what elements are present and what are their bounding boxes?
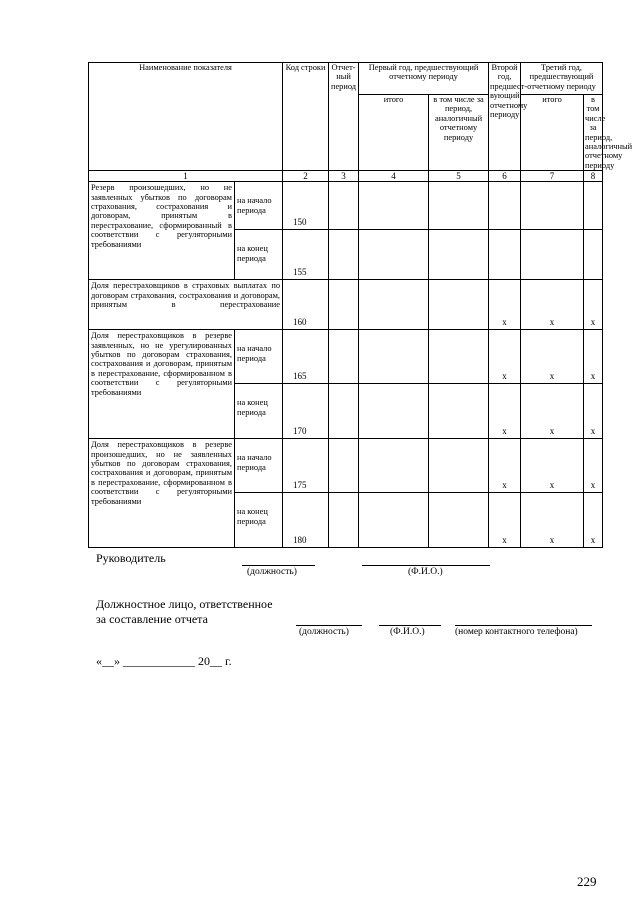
date-line: «__» ____________ 20__ г. xyxy=(96,654,232,668)
header-first-incl: в том числе за период, аналогичный отчетному периоду xyxy=(429,95,489,171)
header-third-year: Третий год, предшествующий отчетному периоду xyxy=(521,63,603,95)
period-end: на конец периода xyxy=(235,493,283,548)
cell xyxy=(429,230,489,280)
official-label-line2: за составление отчета xyxy=(96,612,208,626)
cell xyxy=(429,280,489,330)
cell xyxy=(359,330,429,384)
header-third-total: итого xyxy=(521,95,584,171)
col-num-3: 3 xyxy=(329,171,359,182)
x-mark: x xyxy=(489,280,521,330)
cell xyxy=(359,230,429,280)
cell xyxy=(429,439,489,493)
cell xyxy=(329,384,359,439)
cell xyxy=(489,230,521,280)
cell xyxy=(329,230,359,280)
col-num-2: 2 xyxy=(283,171,329,182)
cell xyxy=(329,439,359,493)
x-mark: x xyxy=(489,330,521,384)
signature-line xyxy=(242,565,315,566)
x-mark: x xyxy=(489,439,521,493)
cell xyxy=(584,230,603,280)
row-code: 175 xyxy=(283,439,329,493)
cell xyxy=(359,280,429,330)
col-num-5: 5 xyxy=(429,171,489,182)
cell xyxy=(329,182,359,230)
period-start: на начало периода xyxy=(235,439,283,493)
x-mark: x xyxy=(584,384,603,439)
fio-caption: (Ф.И.О.) xyxy=(408,567,443,577)
x-mark: x xyxy=(584,493,603,548)
period-start: на начало периода xyxy=(235,182,283,230)
position-caption: (должность) xyxy=(247,567,297,577)
cell xyxy=(329,280,359,330)
x-mark: x xyxy=(521,493,584,548)
cell xyxy=(359,439,429,493)
header-reporting: Отчет-ный период xyxy=(329,63,359,171)
header-first-year: Первый год, предшествующий отчетному периоду xyxy=(359,63,489,95)
row-name-g1: Резерв произошедших, но не заявленных убытков по договорам страхования, сострахования и договорам, принятым в перестрахование, сформированный в соответствии с регуляторными требованиями xyxy=(89,182,235,280)
row-code: 160 xyxy=(283,280,329,330)
period-end: на конец периода xyxy=(235,384,283,439)
header-second-year: Второй год, предшест-вующий отчетному периоду xyxy=(489,63,521,171)
fio-caption: (Ф.И.О.) xyxy=(390,627,425,637)
phone-caption: (номер контактного телефона) xyxy=(455,627,578,637)
signature-line xyxy=(296,625,362,626)
signature-line xyxy=(455,625,592,626)
header-name: Наименование показателя xyxy=(89,63,283,171)
header-third-incl: в том числе за период, аналогичный отчетному периоду xyxy=(585,95,633,170)
x-mark: x xyxy=(521,384,584,439)
period-end: на конец периода xyxy=(235,230,283,280)
cell xyxy=(429,330,489,384)
row-name-g2: Доля перестраховщиков в страховых выплатах по договорам страхования, сострахования и договорам, принятым в перестрахование xyxy=(89,280,283,330)
col-num-7: 7 xyxy=(521,171,584,182)
cell xyxy=(584,182,603,230)
x-mark: x xyxy=(521,330,584,384)
x-mark: x xyxy=(584,280,603,330)
cell xyxy=(329,493,359,548)
page-number: 229 xyxy=(577,874,597,889)
col-num-8: 8 xyxy=(584,171,603,182)
header-code: Код строки xyxy=(283,63,329,171)
x-mark: x xyxy=(521,280,584,330)
cell xyxy=(429,182,489,230)
cell xyxy=(521,230,584,280)
position-caption: (должность) xyxy=(299,627,349,637)
row-name-g3: Доля перестраховщиков в резерве заявленных, но не урегулированных убытков по договорам страхования, сострахования и договорам, принятым в перестрахование, сформированном в соответствии с регуляторными требованиями xyxy=(89,330,235,439)
row-code: 165 xyxy=(283,330,329,384)
row-code: 180 xyxy=(283,493,329,548)
x-mark: x xyxy=(489,493,521,548)
signature-line xyxy=(362,565,490,566)
row-code: 155 xyxy=(283,230,329,280)
col-num-4: 4 xyxy=(359,171,429,182)
report-table xyxy=(88,62,633,548)
cell xyxy=(429,384,489,439)
row-name-g4: Доля перестраховщиков в резерве произошедших, но не заявленных убытков по договорам страхования, сострахования и договорам, принятым в перестрахование, сформированном в соответствии с регуляторными требованиями xyxy=(89,439,235,548)
col-num-1: 1 xyxy=(89,171,283,182)
cell xyxy=(359,384,429,439)
cell xyxy=(429,493,489,548)
col-num-6: 6 xyxy=(489,171,521,182)
x-mark: x xyxy=(584,330,603,384)
official-label-line1: Должностное лицо, ответственное xyxy=(96,597,273,611)
head-label: Руководитель xyxy=(96,551,166,565)
signature-line xyxy=(379,625,441,626)
row-code: 150 xyxy=(283,182,329,230)
period-start: на начало периода xyxy=(235,330,283,384)
x-mark: x xyxy=(521,439,584,493)
header-first-total: итого xyxy=(359,95,429,171)
cell xyxy=(521,182,584,230)
cell xyxy=(359,493,429,548)
cell xyxy=(489,182,521,230)
x-mark: x xyxy=(489,384,521,439)
row-code: 170 xyxy=(283,384,329,439)
x-mark: x xyxy=(584,439,603,493)
cell xyxy=(359,182,429,230)
cell xyxy=(329,330,359,384)
